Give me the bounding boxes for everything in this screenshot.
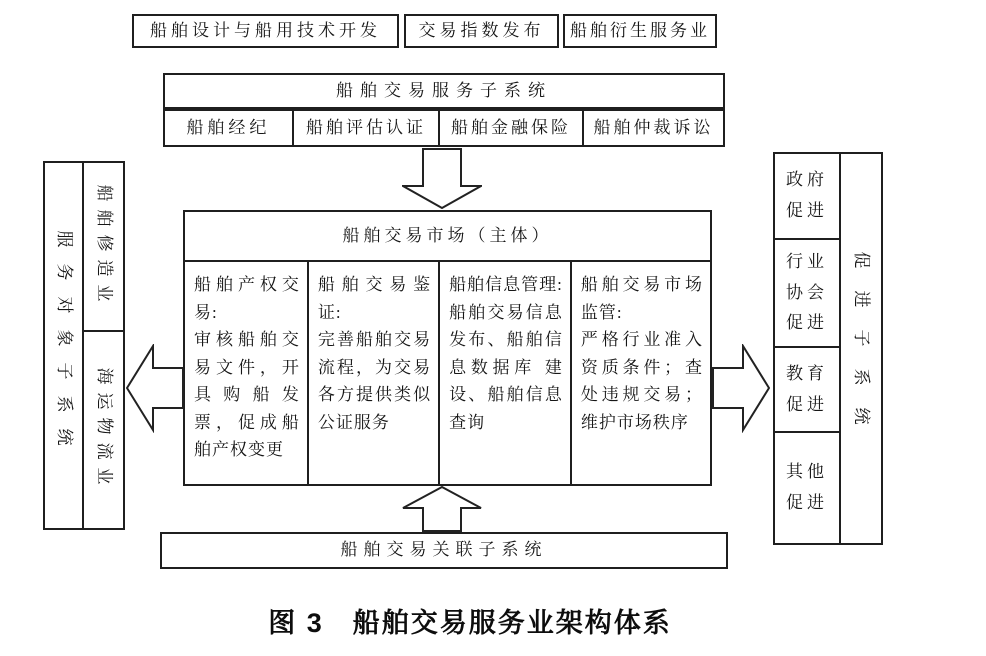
market-col-body: 船舶交易信息发布、船舶信息数据库 建设、船舶信息查询 xyxy=(449,302,563,432)
left-cell-ship-repair xyxy=(84,163,123,332)
right-panel-label-cell xyxy=(841,154,881,543)
right-cell-industry-association: 行业协会促进 xyxy=(775,240,839,348)
left-cell-label: 船舶修造业 xyxy=(94,184,114,309)
up-block-arrow-icon xyxy=(402,486,482,532)
service-subsystem-title: 船舶交易服务子系统 xyxy=(163,73,725,109)
market-col-heading: 船舶交易市场监管: xyxy=(580,275,703,322)
right-block-arrow-icon xyxy=(712,344,770,433)
top-box-derivative-services: 船舶衍生服务业 xyxy=(563,14,717,48)
market-col-body: 审核船舶交易文件，开具购船发票，促成船舶产权变更 xyxy=(194,330,300,460)
market-title: 船舶交易市场（主体） xyxy=(185,212,710,262)
market-col-ownership xyxy=(185,262,309,484)
service-subsystem-cells xyxy=(163,109,725,147)
service-cell-arbitration: 船舶仲裁诉讼 xyxy=(593,117,714,137)
market-col-authentication xyxy=(309,262,440,484)
service-cell-finance-insurance: 船舶金融保险 xyxy=(440,111,584,145)
figure-caption: 图 3 船舶交易服务业架构体系 xyxy=(268,608,672,638)
left-panel-cells xyxy=(84,163,123,528)
market-col-heading: 船舶交易鉴证: xyxy=(317,275,432,322)
market-col-heading: 船舶信息管理: xyxy=(449,275,563,294)
left-cell-label: 海运物流业 xyxy=(94,367,114,493)
top-box-trade-index: 交易指数发布 xyxy=(404,14,559,48)
right-cell-government: 政府促进 xyxy=(775,154,839,240)
right-panel-label: 促进子系统 xyxy=(852,251,872,446)
left-panel-label: 服务对象子系统 xyxy=(54,230,74,461)
top-box-ship-design: 船舶设计与船用技术开发 xyxy=(132,14,399,48)
bottom-box-related-subsystem: 船舶交易关联子系统 xyxy=(160,532,728,569)
market-col-body: 完善船舶交易流程，为交易各方提供类似公证服务 xyxy=(317,330,432,432)
market-columns xyxy=(185,262,710,484)
service-cell-brokerage: 船舶经纪 xyxy=(165,111,294,145)
service-cell-valuation: 船舶评估认证 xyxy=(294,111,440,145)
right-cell-education: 教育促进 xyxy=(775,348,839,433)
left-panel xyxy=(43,161,125,530)
right-panel-cells xyxy=(775,154,841,543)
right-panel xyxy=(773,152,883,545)
left-panel-label-cell xyxy=(45,163,84,528)
left-cell-shipping-logistics xyxy=(84,332,123,528)
market-col-information xyxy=(440,262,572,484)
market-col-heading: 船舶产权交易: xyxy=(194,275,300,322)
right-cell-other: 其他促进 xyxy=(786,462,828,512)
market-box xyxy=(183,210,712,486)
left-block-arrow-icon xyxy=(126,344,184,433)
market-col-body: 严格行业准入资质条件；查处违规交易；维护市场秩序 xyxy=(580,330,703,432)
down-block-arrow-icon xyxy=(402,148,482,209)
market-col-supervision xyxy=(572,262,710,484)
